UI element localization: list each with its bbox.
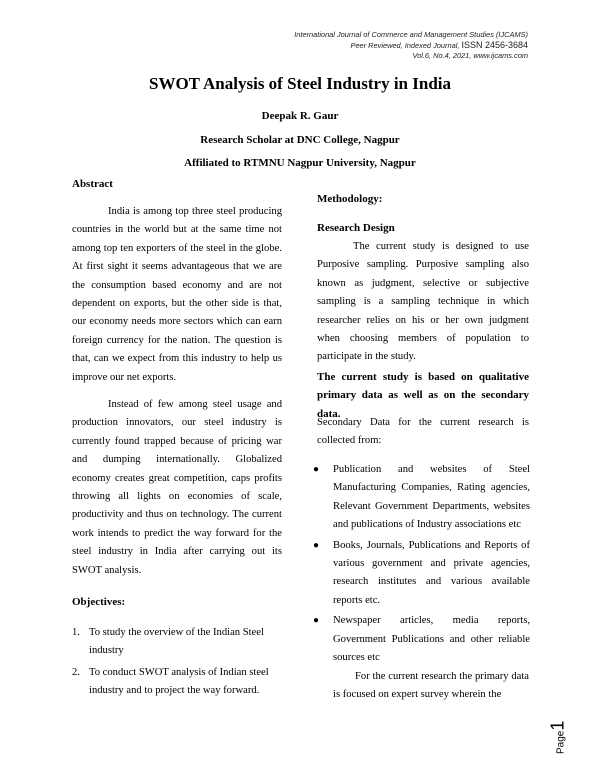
source-item bbox=[309, 461, 530, 535]
data-statement: The current study is based on qualitative primary data as well as on the secondary data. bbox=[317, 371, 529, 420]
journal-header bbox=[294, 30, 528, 61]
abstract-paragraph-2-text: Instead of few among steel usage and production innovators, our steel industry is currently found trapped because of pricing war and dumping internationally. Globalized economy creates great competition, caps profits throwing all lights on economies of scale, productivity and thus on technology. The current work intends to predict the way forward for the steel industry in India after carrying out its SWOT analysis. bbox=[72, 399, 282, 576]
objective-number: 1. bbox=[72, 627, 80, 638]
research-design-paragraph bbox=[317, 238, 529, 367]
objective-text: To conduct SWOT analysis of Indian steel industry and to project the way forward. bbox=[89, 666, 269, 697]
source-item bbox=[309, 612, 530, 667]
secondary-sources-list bbox=[309, 461, 530, 669]
research-design-heading: Research Design bbox=[317, 222, 395, 234]
bullet-icon: ● bbox=[313, 464, 320, 475]
source-item bbox=[309, 537, 530, 611]
objective-text: To study the overview of the Indian Steel industry bbox=[89, 627, 264, 657]
journal-volume: Vol.6, No.4, 2021, www.ijcams.com bbox=[412, 51, 528, 60]
affiliation-college: Research Scholar at DNC College, Nagpur bbox=[200, 134, 400, 146]
objective-item bbox=[72, 664, 286, 701]
journal-name: International Journal of Commerce and Management Studies (IJCAMS) bbox=[294, 30, 528, 39]
source-text: Publication and websites of Steel Manufacturing Companies, Rating agencies, Relevant Government Departments, websites and publications of Industry associations etc bbox=[333, 464, 530, 531]
source-text: Books, Journals, Publications and Reports of various government and private agencies, research institutes and various available reports etc. bbox=[333, 539, 530, 606]
journal-review-line bbox=[294, 40, 528, 51]
source-text: Newspaper articles, media reports, Government Publications and other reliable sources etc bbox=[333, 615, 530, 664]
affiliation-university: Affiliated to RTMNU Nagpur University, Nagpur bbox=[184, 157, 416, 169]
paper-title: SWOT Analysis of Steel Industry in India bbox=[149, 74, 451, 93]
primary-data-paragraph bbox=[333, 668, 529, 705]
abstract-paragraph-1-text: India is among top three steel producing countries in the world but at the same time not among top ten exporters of the steel in the globe. At first sight it seems advantageous that we are the consumption based economy and are not dependent on exports, but the other side is that, our economy needs more sectors which can earn foreign currency for the nation. The question is that, can we expect from this industry to help us improve our net exports. bbox=[72, 206, 282, 383]
abstract-paragraph-2 bbox=[72, 396, 282, 580]
page-number-value: 1 bbox=[547, 720, 567, 731]
journal-issn: ISSN 2456-3684 bbox=[461, 40, 528, 50]
abstract-paragraph-1 bbox=[72, 203, 282, 387]
research-design-text: The current study is designed to use Purposive sampling. Purposive sampling also known as judgment, selective or subjective sampling is a sampling technique in which researcher relies on his or her own judgment when choosing members of population to participate in the study. bbox=[317, 241, 529, 363]
objectives-list bbox=[72, 624, 286, 701]
abstract-heading: Abstract bbox=[72, 178, 113, 190]
page-label: Page bbox=[555, 730, 566, 754]
author-name: Deepak R. Gaur bbox=[261, 110, 339, 122]
objective-number: 2. bbox=[72, 666, 80, 678]
primary-data-text: For the current research the primary data is focused on expert survey wherein the bbox=[333, 671, 529, 701]
bullet-icon: ● bbox=[313, 539, 320, 551]
objective-item bbox=[72, 624, 286, 661]
bullet-icon: ● bbox=[313, 615, 320, 627]
objectives-heading: Objectives: bbox=[72, 596, 126, 608]
methodology-heading: Methodology: bbox=[317, 193, 383, 205]
secondary-data-intro: Secondary Data for the current research is collected from: bbox=[317, 417, 529, 447]
page-number bbox=[547, 721, 568, 754]
journal-review: Peer Reviewed, Indexed Journal, bbox=[350, 41, 462, 50]
